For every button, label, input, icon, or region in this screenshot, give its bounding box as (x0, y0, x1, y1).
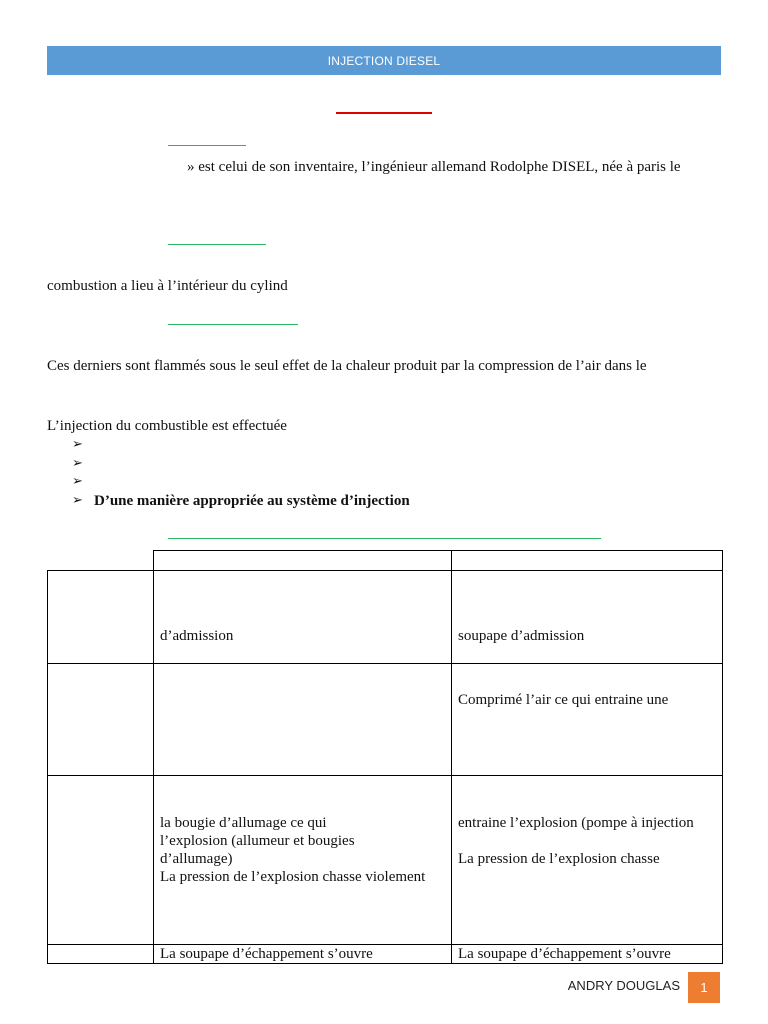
table-header-cell (452, 551, 723, 571)
table-cell (154, 664, 452, 776)
table-cell (48, 776, 154, 945)
table-cell (48, 945, 154, 964)
table-row (48, 945, 723, 964)
body-line-2: combustion a lieu à l’intérieur du cylind (47, 278, 288, 294)
cell-line: La pression de l’explosion chasse violement (160, 869, 426, 885)
heading-underline-1 (168, 145, 246, 146)
comparison-table (47, 550, 723, 964)
table-row (48, 776, 723, 945)
table-cell (154, 776, 452, 945)
table-cell: La soupape d’échappement s’ouvre (154, 945, 452, 964)
table-cell (48, 571, 154, 664)
body-line-3: Ces derniers sont flammés sous le seul effet de la chaleur produit par la compression de l’air dans le (47, 358, 647, 374)
bullet-icon: ➢ (72, 437, 83, 452)
body-line-4: L’injection du combustible est effectuée (47, 418, 287, 434)
table-row (48, 551, 723, 571)
cell-line: entraine l’explosion (pompe à injection (458, 815, 694, 831)
heading-underline-3 (168, 324, 298, 325)
page-number: 1 (700, 980, 708, 995)
table-cell (48, 664, 154, 776)
table-cell: soupape d’admission (452, 571, 723, 664)
bullet-icon: ➢ (72, 456, 83, 471)
table-row (48, 664, 723, 776)
body-line-1: » est celui de son inventaire, l’ingénieur allemand Rodolphe DISEL, née à paris le (187, 159, 681, 175)
table-cell (452, 776, 723, 945)
table-header-cell (154, 551, 452, 571)
header-bar (47, 46, 721, 75)
table-cell: Comprimé l’air ce qui entraine une (452, 664, 723, 776)
header-title: INJECTION DIESEL (327, 53, 441, 68)
cell-line: la bougie d’allumage ce qui (160, 815, 327, 831)
cell-line: l’explosion (allumeur et bougies (160, 833, 355, 849)
table-cell: La soupape d’échappement s’ouvre (452, 945, 723, 964)
table-row (48, 571, 723, 664)
cell-line: d’allumage) (160, 851, 233, 867)
footer-author: ANDRY DOUGLAS (567, 978, 680, 993)
cell-line: La pression de l’explosion chasse (458, 851, 660, 867)
cell-line (458, 832, 716, 850)
heading-underline-4 (168, 538, 601, 539)
bullet-icon: ➢ (72, 493, 83, 508)
bullet-item-bold: D’une manière appropriée au système d’injection (94, 493, 410, 509)
page-number-badge (688, 972, 720, 1003)
bullet-icon: ➢ (72, 474, 83, 489)
heading-underline-2 (168, 244, 266, 245)
title-underline-red (336, 112, 432, 114)
table-cell: d’admission (154, 571, 452, 664)
table-cell-empty (48, 551, 154, 571)
